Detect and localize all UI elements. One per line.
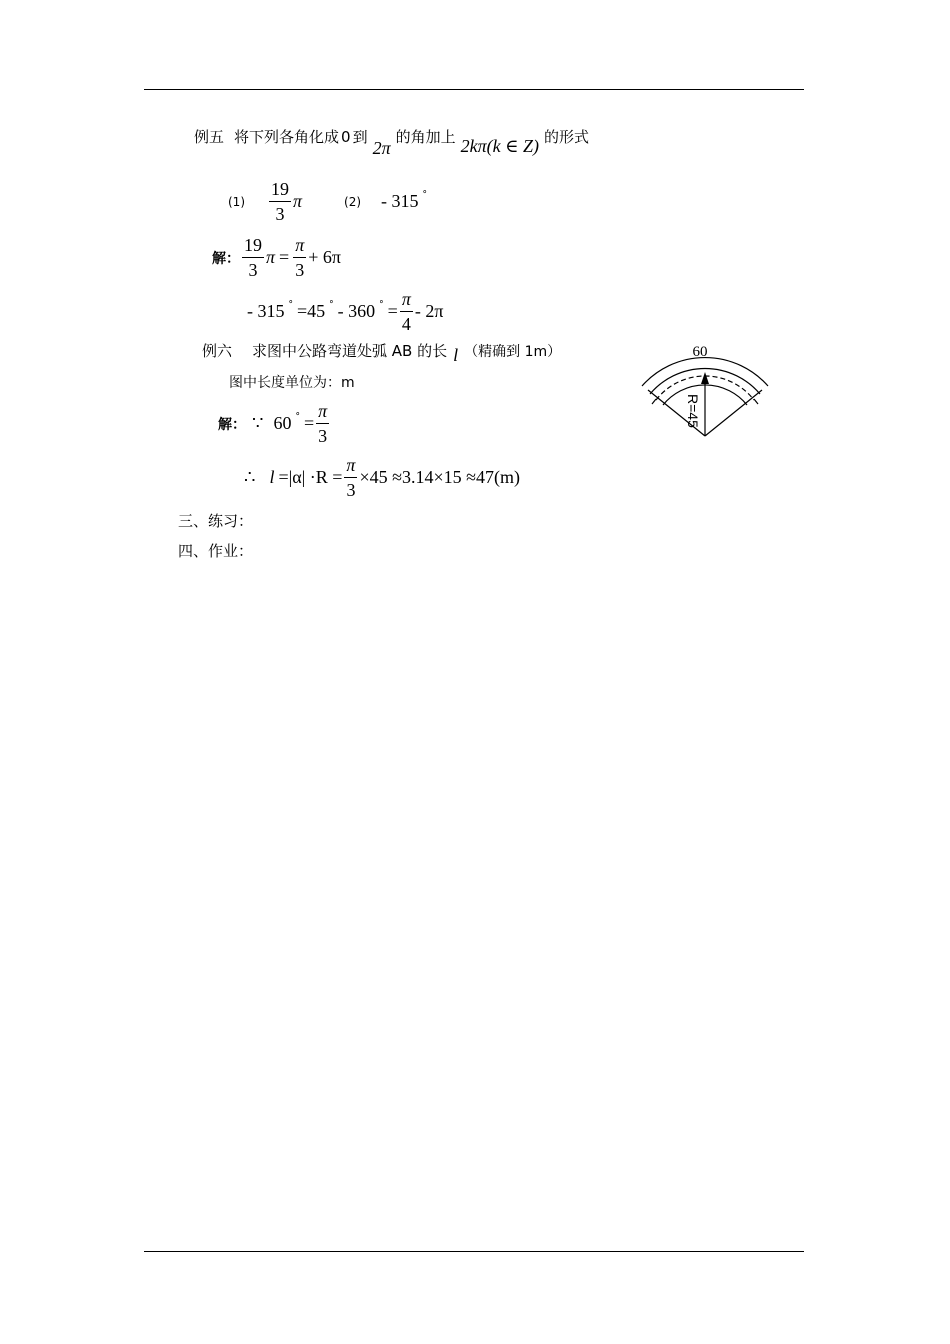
figure-radius-label: R=45 [685, 394, 701, 428]
example-6-note: （精确到 1m） [464, 343, 562, 360]
solution-2-denominator: 4 [401, 314, 411, 334]
example-5-text-3: 的角加上 [395, 128, 456, 146]
header-rule [144, 89, 804, 90]
example-5-heading [194, 126, 589, 158]
footer-rule [144, 1251, 804, 1252]
solution-3-value: 60 [273, 413, 292, 433]
solution-1-rhs-numerator: π [293, 236, 306, 258]
degree-sign: ° [329, 299, 334, 310]
example-5-zero: 0 [341, 127, 351, 146]
example-5-text-4: 的形式 [543, 128, 589, 146]
example-5-text-2: 到 [352, 128, 368, 146]
solution-2-numerator: π [400, 290, 413, 312]
therefore-symbol: ∴ [244, 467, 256, 487]
sector-edge-right [705, 390, 762, 436]
example-6-text: 求图中公路弯道处弧 AB 的长 [252, 342, 448, 360]
solution-1-fraction [242, 236, 264, 279]
solution-3 [218, 402, 329, 445]
item-1-fraction [269, 180, 291, 223]
example-5-items [228, 180, 429, 223]
radius-arrowhead [701, 372, 709, 384]
example-6-l: l [453, 345, 459, 365]
item-2-value: - 315 [381, 191, 419, 211]
section-practice: 三、练习： [178, 512, 254, 530]
solution-1-tail: + 6π [308, 247, 341, 267]
solution-1 [212, 236, 341, 279]
solution-2-c: - 360 [337, 301, 376, 321]
example-6-label: 例六 [202, 342, 233, 360]
solution-2-equals: = [387, 301, 398, 321]
solution-2-tail: - 2π [414, 301, 444, 321]
solution-2-b: =45 [297, 301, 326, 321]
solution-3-denominator: 3 [318, 426, 328, 446]
degree-sign: ° [422, 189, 428, 200]
degree-sign: ° [288, 299, 293, 310]
solution-1-pi: π [266, 247, 276, 267]
tick-mark [754, 399, 758, 404]
example-6-unit: 图中长度单位为：m [229, 375, 355, 391]
item-1-number: (1) [228, 194, 245, 209]
example-5-two-pi: 2π [372, 138, 391, 158]
solution-4-fraction [344, 456, 357, 499]
solution-1-denominator: 3 [248, 260, 258, 280]
figure-top-label: 60 [692, 344, 708, 360]
solution-4-numerator: π [344, 456, 357, 478]
tick-mark [652, 399, 656, 404]
example-6-heading [202, 340, 562, 365]
solution-4-l: l [269, 467, 275, 487]
section-homework: 四、作业： [178, 542, 254, 560]
item-1-pi: π [293, 191, 303, 211]
solution-4-denominator: 3 [346, 480, 356, 500]
solution-4 [244, 456, 520, 499]
example-5-label: 例五 [194, 128, 225, 146]
solution-1-rhs-denominator: 3 [295, 260, 305, 280]
item-1-denominator: 3 [275, 204, 285, 224]
solution-label: 解： [218, 416, 246, 433]
solution-2-a: - 315 [247, 301, 285, 321]
solution-2-fraction [400, 290, 413, 333]
example-5-text-1: 将下列各角化成 [234, 128, 340, 146]
because-symbol: ∵ [252, 413, 264, 433]
road-curve-figure [636, 338, 776, 440]
item-1-numerator: 19 [269, 180, 291, 202]
degree-sign: ° [295, 411, 300, 422]
degree-sign: ° [379, 299, 384, 310]
solution-3-numerator: π [316, 402, 329, 424]
solution-4-tail: ×45 ≈3.14×15 ≈47(m) [359, 467, 521, 487]
solution-1-rhs-fraction [293, 236, 306, 279]
solution-3-equals: = [303, 413, 315, 433]
item-2-number: (2) [344, 194, 362, 209]
solution-1-numerator: 19 [242, 236, 264, 258]
solution-2 [247, 290, 443, 333]
solution-label: 解： [212, 250, 240, 267]
solution-1-equals: = [279, 247, 290, 267]
example-5-form: 2kπ(k ∈ Z) [460, 136, 539, 156]
solution-3-fraction [316, 402, 329, 445]
solution-4-expression: =|α| ·R = [278, 467, 343, 487]
